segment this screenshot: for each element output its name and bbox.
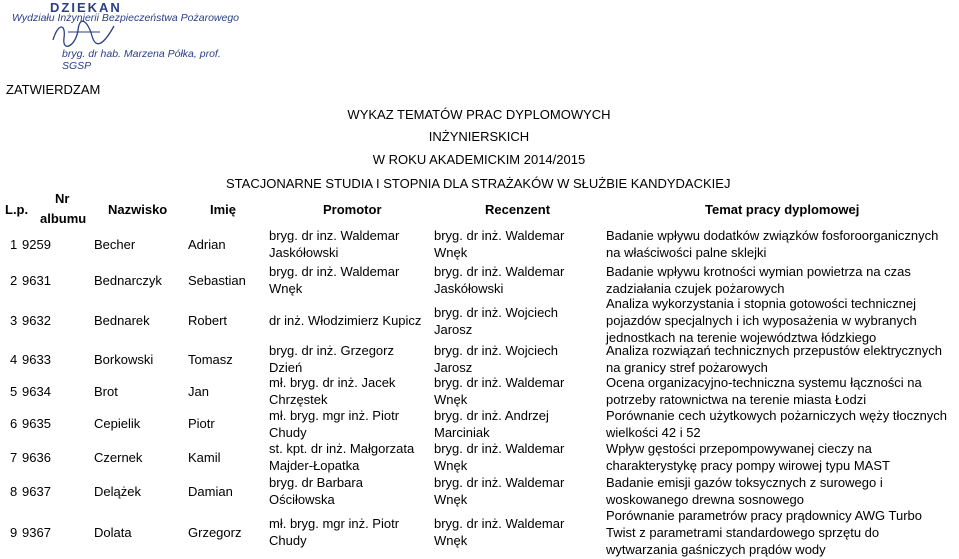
row-promotor-line: mł. bryg. dr inż. Jacek: [269, 375, 396, 390]
row-name: Robert: [188, 313, 228, 328]
col-topic: Temat pracy dyplomowej: [705, 202, 860, 217]
row-promotor-line: mł. bryg. mgr inż. Piotr: [269, 516, 400, 531]
row-name: Kamil: [188, 449, 221, 465]
title-line-1: WYKAZ TEMATÓW PRAC DYPLOMOWYCH: [347, 107, 611, 122]
row-promotor-line: bryg. dr Barbara: [269, 475, 363, 490]
row-promotor-line: Ościłowska: [269, 492, 335, 507]
row-nr: 9636: [22, 449, 51, 465]
row-surname: Delążek: [94, 483, 141, 499]
col-lp: L.p.: [5, 202, 29, 217]
row-surname: Bednarek: [94, 313, 150, 328]
row-surname: Czernek: [94, 449, 143, 465]
row-lp: 1: [10, 236, 18, 252]
row-surname: Bednarczyk: [94, 272, 162, 288]
stamp-org-name: DZIEKAN: [50, 0, 122, 15]
row-reviewer-line: bryg. dr inż. Waldemar: [434, 516, 565, 531]
row-topic-line: Analiza rozwiązań technicznych przepustów elektrycznych: [606, 343, 942, 358]
row-topic-line: Wpływ gęstości przepompowywanej cieczy na: [606, 441, 872, 456]
row-lp: 6: [10, 416, 18, 431]
row-surname: Brot: [94, 383, 118, 399]
row-name: Grzegorz: [188, 524, 242, 540]
row-surname: Borkowski: [94, 351, 154, 367]
title-line-2: INŻYNIERSKICH: [428, 129, 530, 144]
row-promotor-line: bryg. dr inz. Waldemar: [269, 228, 400, 243]
row-reviewer-line: Wnęk: [434, 392, 468, 407]
row-promotor-line: Chudy: [269, 424, 307, 440]
signature-icon: [48, 18, 118, 48]
row-promotor-line: Jaskółowski: [269, 245, 339, 260]
row-reviewer-line: Marciniak: [434, 424, 490, 440]
row-topic-line: wielkości 42 i 52: [606, 424, 701, 440]
row-nr: 9631: [22, 272, 51, 288]
row-topic-line: jednostkach na terenie województwa łódzkiego: [606, 330, 877, 345]
row-reviewer-line: bryg. dr inż. Waldemar: [434, 264, 565, 279]
row-reviewer-line: Jarosz: [434, 360, 473, 375]
row-reviewer-line: Wnęk: [434, 245, 468, 260]
col-nr-line1: Nr: [55, 191, 70, 206]
row-nr: 9637: [22, 483, 51, 499]
stamp-org-unit: Wydziału Inżynierii Bezpieczeństwa Pożarowego: [12, 12, 240, 24]
row-topic-line: charakterystykę pracy pompy wirowej typu MAST: [606, 458, 890, 473]
title-line-4: STACJONARNE STUDIA I STOPNIA DLA STRAŻAKÓW W SŁUŻBIE KANDYDACKIEJ: [226, 176, 731, 191]
row-promotor-line: Majder-Łopatka: [269, 458, 360, 473]
row-name: Adrian: [188, 236, 226, 252]
row-nr: 9632: [22, 313, 51, 328]
title-line-3: W ROKU AKADEMICKIM 2014/2015: [372, 152, 586, 167]
row-topic-line: Analiza wykorzystania i stopnia gotowości technicznej: [606, 296, 916, 311]
row-topic-line: Badanie emisji gazów toksycznych z surowego i: [606, 475, 883, 490]
row-promotor-line: Dzień: [269, 360, 303, 375]
row-topic-line: Porównanie parametrów pracy prądownicy AWG Turbo: [606, 507, 922, 523]
row-reviewer-line: bryg. dr inż. Waldemar: [434, 475, 565, 490]
col-reviewer: Recenzent: [485, 202, 551, 217]
row-nr: 9367: [22, 524, 51, 540]
row-reviewer-line: Jaskółowski: [434, 281, 504, 296]
row-topic-line: pojazdów specjalnych i ich wyposażenia w wybranych: [606, 313, 917, 328]
row-topic-line: potrzeby ratownictwa na terenie miasta Łodzi: [606, 392, 867, 407]
row-promotor-line: Chudy: [269, 533, 307, 548]
row-promotor-line: bryg. dr inż. Waldemar: [269, 264, 400, 279]
row-topic-line: Badanie wpływu dodatków związków fosforoorganicznych: [606, 228, 939, 243]
row-topic-line: na granicy stref pożarowych: [606, 360, 768, 375]
row-nr: 9635: [22, 416, 51, 431]
row-promotor-line: dr inż. Włodzimierz Kupicz: [269, 313, 422, 328]
row-lp: 8: [10, 483, 18, 499]
row-name: Jan: [188, 383, 209, 399]
row-surname: Dolata: [94, 524, 132, 540]
row-promotor-line: bryg. dr inż. Grzegorz: [269, 343, 394, 358]
row-lp: 3: [10, 313, 18, 328]
row-topic-line: zadziałania czujek pożarowych: [606, 281, 785, 296]
row-lp: 2: [10, 272, 18, 288]
row-reviewer-line: Wnęk: [434, 492, 468, 507]
approved-label: ZATWIERDZAM: [6, 82, 101, 97]
row-promotor-line: Wnęk: [269, 281, 303, 296]
row-surname: Becher: [94, 236, 136, 252]
row-name: Sebastian: [188, 272, 246, 288]
row-topic-line: na właściwości palne sklejki: [606, 245, 767, 260]
row-topic-line: wytwarzania gaśniczych prądów wody: [606, 541, 826, 557]
col-name: Imię: [210, 202, 237, 217]
row-topic-line: Twist z parametrami standardowego sprzętu do: [606, 524, 880, 540]
row-lp: 9: [10, 524, 18, 540]
row-reviewer-line: bryg. dr inż. Andrzej: [434, 407, 549, 423]
row-promotor-line: Chrzęstek: [269, 392, 328, 407]
row-surname: Cepielik: [94, 416, 141, 431]
row-nr: 9259: [22, 236, 51, 252]
row-promotor-line: mł. bryg. mgr inż. Piotr: [269, 407, 400, 423]
row-nr: 9634: [22, 383, 51, 399]
row-promotor-line: st. kpt. dr inż. Małgorzata: [269, 441, 415, 456]
row-topic-line: Ocena organizacyjno-techniczna systemu łączności na: [606, 375, 922, 390]
row-lp: 5: [10, 383, 18, 399]
row-reviewer-line: bryg. dr inż. Waldemar: [434, 441, 565, 456]
dean-stamp: [0, 0, 250, 70]
stamp-signatory: bryg. dr hab. Marzena Półka, prof. SGSP: [62, 48, 221, 72]
row-name: Piotr: [188, 416, 215, 431]
col-nr-line2: albumu: [40, 211, 87, 226]
row-reviewer-line: Jarosz: [434, 321, 473, 337]
row-reviewer-line: bryg. dr inż. Wojciech: [434, 304, 559, 320]
row-reviewer-line: Wnęk: [434, 458, 468, 473]
row-reviewer-line: bryg. dr inż. Waldemar: [434, 375, 565, 390]
row-name: Damian: [188, 483, 233, 499]
col-surname: Nazwisko: [108, 202, 168, 217]
row-reviewer-line: Wnęk: [434, 533, 468, 548]
row-name: Tomasz: [188, 351, 233, 367]
row-topic-line: Badanie wpływu krotności wymian powietrza na czas: [606, 264, 911, 279]
row-lp: 4: [10, 351, 18, 367]
row-reviewer-line: bryg. dr inż. Wojciech: [434, 343, 559, 358]
row-topic-line: Porównanie cech użytkowych pożarniczych węży tłocznych: [606, 407, 948, 423]
row-lp: 7: [10, 449, 18, 465]
row-topic-line: woskowanego drewna sosnowego: [606, 492, 805, 507]
row-reviewer-line: bryg. dr inż. Waldemar: [434, 228, 565, 243]
row-nr: 9633: [22, 351, 51, 367]
col-promotor: Promotor: [323, 202, 382, 217]
